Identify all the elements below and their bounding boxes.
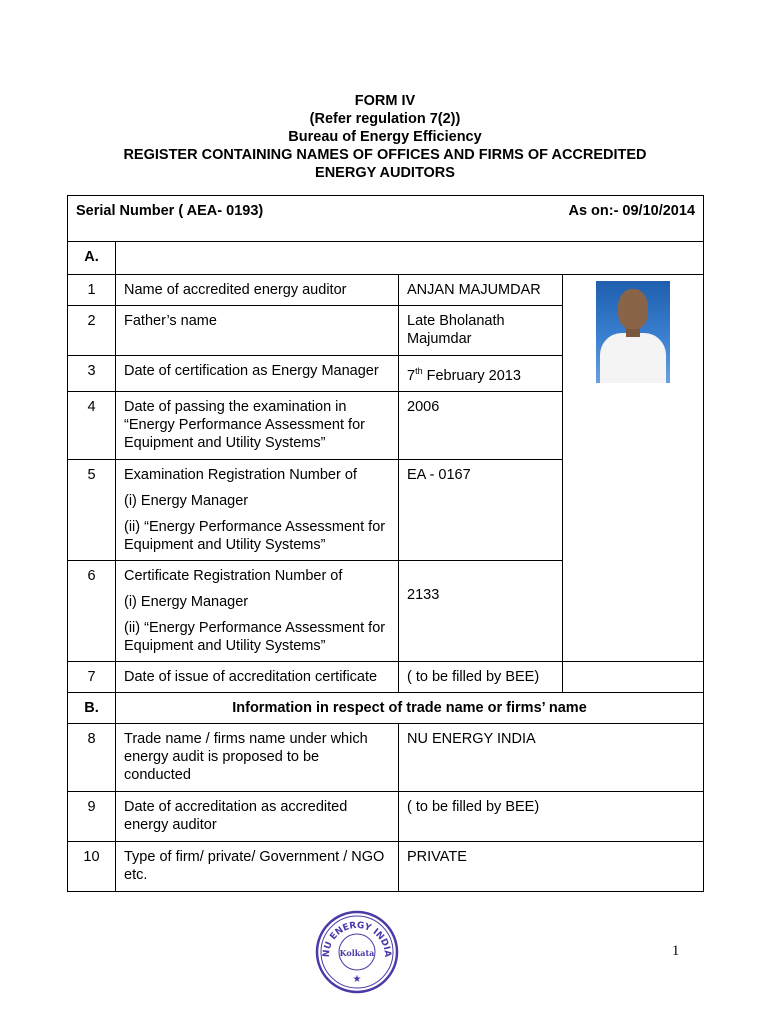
table-row	[68, 723, 704, 791]
row-number: 8	[68, 723, 116, 791]
field-value: ( to be filled by BEE)	[399, 661, 563, 692]
form-register-title: REGISTER CONTAINING NAMES OF OFFICES AND FIRMS OF ACCREDITED	[123, 147, 647, 163]
field-value: NU ENERGY INDIA	[399, 723, 704, 791]
section-a-row	[68, 242, 704, 275]
table-row	[68, 661, 704, 692]
star-icon: ★	[352, 974, 362, 985]
stamp-arc-text: NU ENERGY INDIA	[321, 920, 393, 958]
field-value: ( to be filled by BEE)	[399, 791, 704, 841]
stamp-center-text: Kolkata	[339, 948, 375, 958]
row-number: 7	[68, 661, 116, 692]
form-title: FORM IV	[354, 93, 416, 109]
field-label: Date of issue of accreditation certificate	[116, 661, 399, 692]
field-value: 2006	[399, 391, 563, 459]
row-number: 10	[68, 841, 116, 891]
row-number: 3	[68, 356, 116, 392]
accreditation-table	[67, 195, 704, 892]
row-number: 9	[68, 791, 116, 841]
as-on-date: As on:- 09/10/2014	[568, 203, 696, 219]
field-value: Late Bholanath Majumdar	[399, 306, 563, 356]
field-label: Examination Registration Number of (i) Energy Manager (ii) “Energy Performance Assessment for Equipment and Utility Systems”	[116, 459, 399, 560]
form-register-title-cont: ENERGY AUDITORS	[315, 165, 455, 181]
serial-number: Serial Number ( AEA- 0193)	[76, 203, 264, 219]
field-label: Date of passing the examination in “Energy Performance Assessment for Equipment and Utility Systems”	[116, 391, 399, 459]
section-b-label: B.	[68, 692, 116, 723]
field-label: Type of firm/ private/ Government / NGO etc.	[116, 841, 399, 891]
row-number: 5	[68, 459, 116, 560]
form-header	[0, 92, 770, 182]
company-stamp	[315, 910, 399, 994]
field-value: ANJAN MAJUMDAR	[399, 275, 563, 306]
auditor-photo	[596, 281, 670, 383]
field-value: EA - 0167	[399, 459, 563, 560]
form-bureau: Bureau of Energy Efficiency	[288, 129, 482, 145]
section-b-row	[68, 692, 704, 723]
table-row	[68, 791, 704, 841]
field-label: Name of accredited energy auditor	[116, 275, 399, 306]
row-number: 6	[68, 560, 116, 661]
field-value: 2133	[399, 560, 563, 661]
row-number: 2	[68, 306, 116, 356]
field-label: Date of certification as Energy Manager	[116, 356, 399, 392]
row-number: 1	[68, 275, 116, 306]
field-label: Certificate Registration Number of (i) Energy Manager (ii) “Energy Performance Assessment for Equipment and Utility Systems”	[116, 560, 399, 661]
form-regulation: (Refer regulation 7(2))	[309, 111, 461, 127]
table-row	[68, 841, 704, 891]
table-row	[68, 275, 704, 306]
section-b-title: Information in respect of trade name or firms’ name	[116, 692, 704, 723]
serial-row	[68, 196, 704, 242]
photo-cell	[563, 275, 704, 662]
field-value: 7th February 2013	[399, 356, 563, 392]
field-label: Trade name / firms name under which energy audit is proposed to be conducted	[116, 723, 399, 791]
row-number: 4	[68, 391, 116, 459]
page-number: 1	[672, 943, 680, 959]
field-value: PRIVATE	[399, 841, 704, 891]
field-label: Date of accreditation as accredited energy auditor	[116, 791, 399, 841]
field-label: Father’s name	[116, 306, 399, 356]
section-a-label: A.	[68, 242, 116, 275]
